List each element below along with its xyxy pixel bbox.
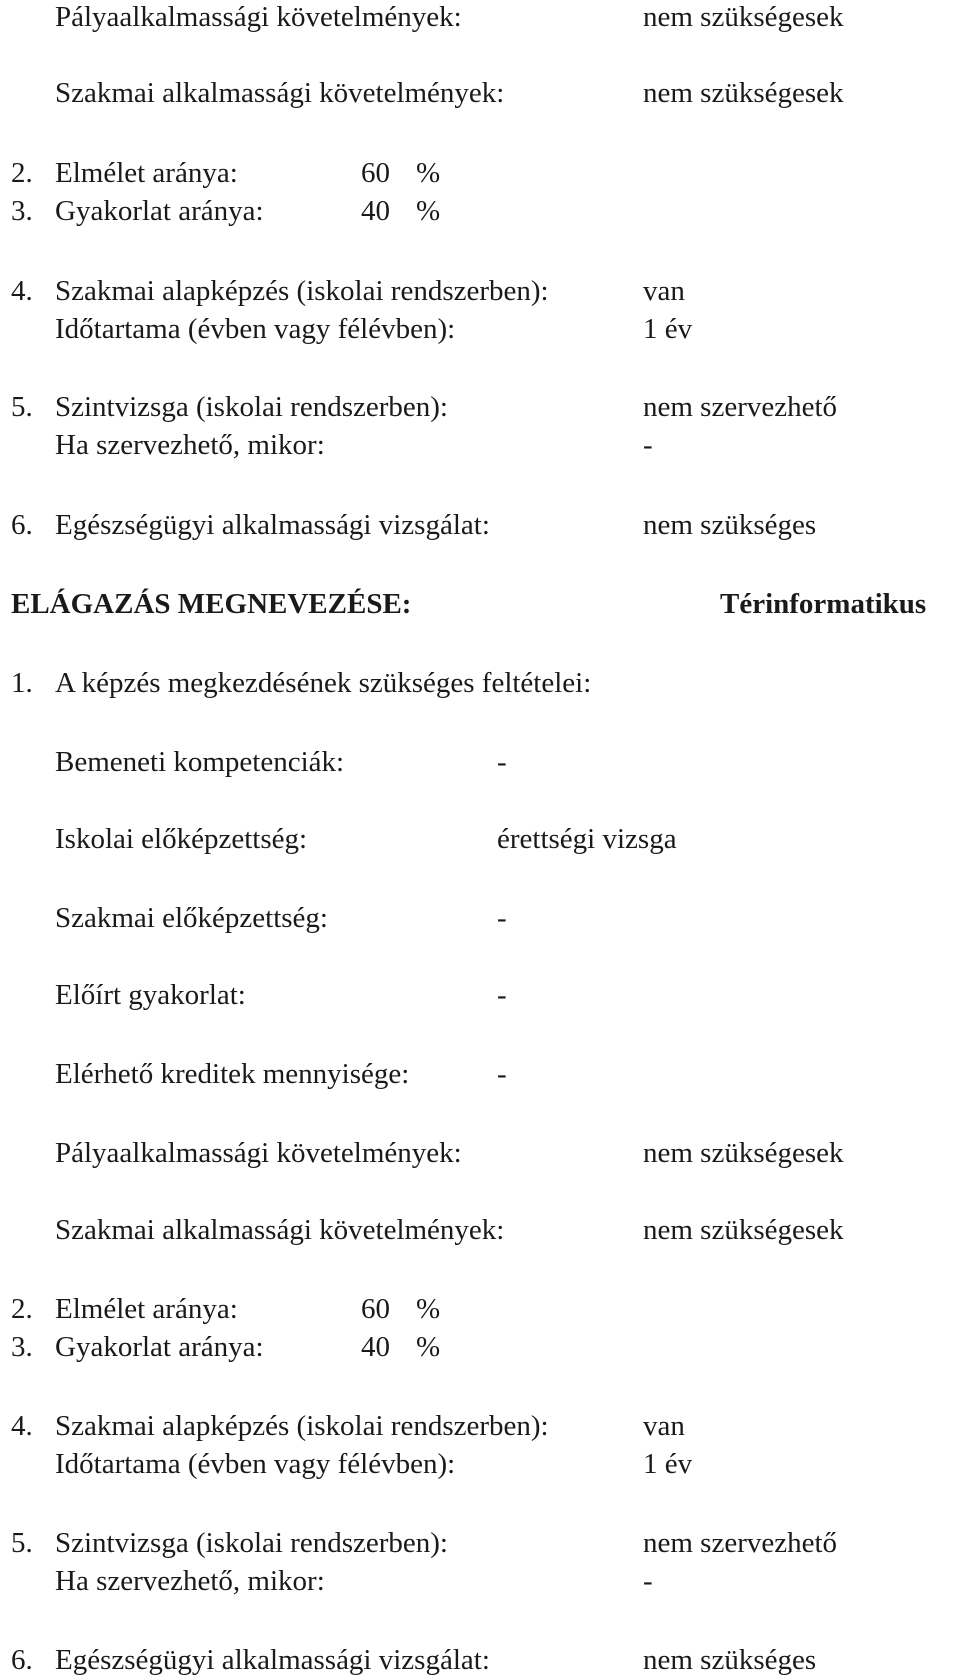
szintvizsga-value-2: nem szervezhető: [643, 1527, 838, 1559]
elmelet-unit: %: [416, 157, 441, 189]
egeszsegugyi-value: nem szükséges: [643, 509, 817, 541]
feltetelek-label: A képzés megkezdésének szükséges feltételei:: [55, 667, 592, 699]
gyakorlat-number: 3.: [11, 195, 33, 227]
szakmai-alkalmassagi-value: nem szükségesek: [643, 77, 844, 109]
szakmai-alkalmassagi-label-2: Szakmai alkalmassági követelmények:: [55, 1214, 505, 1246]
gyakorlat-unit-2: %: [416, 1331, 441, 1363]
idotartam-value: 1 év: [643, 313, 693, 345]
gyakorlat-label: Gyakorlat aránya:: [55, 195, 264, 227]
szintvizsga-value: nem szervezhető: [643, 391, 838, 423]
gyakorlat-unit: %: [416, 195, 441, 227]
szakmai-eloepzettseg-value: -: [497, 902, 507, 934]
alapkepzes-number-2: 4.: [11, 1410, 33, 1442]
szintvizsga-number: 5.: [11, 391, 33, 423]
palyaalkalmassagi-value-2: nem szükségesek: [643, 1137, 844, 1169]
mikor-label: Ha szervezhető, mikor:: [55, 429, 325, 461]
kreditek-value: -: [497, 1058, 507, 1090]
gyakorlat-value: 40: [361, 195, 390, 227]
szakmai-eloepzettseg-label: Szakmai előképzettség:: [55, 902, 328, 934]
egeszsegugyi-number: 6.: [11, 509, 33, 541]
alapkepzes-value: van: [643, 275, 685, 307]
alapkepzes-value-2: van: [643, 1410, 685, 1442]
elmelet-number: 2.: [11, 157, 33, 189]
alapkepzes-label-2: Szakmai alapképzés (iskolai rendszerben):: [55, 1410, 549, 1442]
szintvizsga-number-2: 5.: [11, 1527, 33, 1559]
egeszsegugyi-number-2: 6.: [11, 1644, 33, 1676]
gyakorlat-value-2: 40: [361, 1331, 390, 1363]
bemeneti-label: Bemeneti kompetenciák:: [55, 746, 345, 778]
gyakorlat-label-2: Gyakorlat aránya:: [55, 1331, 264, 1363]
egeszsegugyi-label: Egészségügyi alkalmassági vizsgálat:: [55, 509, 490, 541]
alapkepzes-number: 4.: [11, 275, 33, 307]
elmelet-number-2: 2.: [11, 1293, 33, 1325]
feltetelek-number: 1.: [11, 667, 33, 699]
iskolai-value: érettségi vizsga: [497, 823, 677, 855]
szintvizsga-label: Szintvizsga (iskolai rendszerben):: [55, 391, 448, 423]
mikor-value-2: -: [643, 1565, 653, 1597]
palyaalkalmassagi-label-2: Pályaalkalmassági követelmények:: [55, 1137, 462, 1169]
szakmai-alkalmassagi-label: Szakmai alkalmassági követelmények:: [55, 77, 505, 109]
elmelet-label: Elmélet aránya:: [55, 157, 238, 189]
elmelet-unit-2: %: [416, 1293, 441, 1325]
idotartam-label-2: Időtartama (évben vagy félévben):: [55, 1448, 456, 1480]
szakmai-alkalmassagi-value-2: nem szükségesek: [643, 1214, 844, 1246]
egeszsegugyi-label-2: Egészségügyi alkalmassági vizsgálat:: [55, 1644, 490, 1676]
palyaalkalmassagi-value: nem szükségesek: [643, 1, 844, 33]
eloirt-label: Előírt gyakorlat:: [55, 979, 246, 1011]
szintvizsga-label-2: Szintvizsga (iskolai rendszerben):: [55, 1527, 448, 1559]
bemeneti-value: -: [497, 746, 507, 778]
palyaalkalmassagi-label: Pályaalkalmassági követelmények:: [55, 1, 462, 33]
gyakorlat-number-2: 3.: [11, 1331, 33, 1363]
idotartam-value-2: 1 év: [643, 1448, 693, 1480]
mikor-value: -: [643, 429, 653, 461]
alapkepzes-label: Szakmai alapképzés (iskolai rendszerben):: [55, 275, 549, 307]
iskolai-label: Iskolai előképzettség:: [55, 823, 308, 855]
elmelet-value: 60: [361, 157, 390, 189]
egeszsegugyi-value-2: nem szükséges: [643, 1644, 817, 1676]
mikor-label-2: Ha szervezhető, mikor:: [55, 1565, 325, 1597]
idotartam-label: Időtartama (évben vagy félévben):: [55, 313, 456, 345]
elmelet-value-2: 60: [361, 1293, 390, 1325]
branch-heading: ELÁGAZÁS MEGNEVEZÉSE:: [11, 588, 412, 620]
elmelet-label-2: Elmélet aránya:: [55, 1293, 238, 1325]
branch-name: Térinformatikus: [720, 588, 927, 620]
eloirt-value: -: [497, 979, 507, 1011]
kreditek-label: Elérhető kreditek mennyisége:: [55, 1058, 410, 1090]
